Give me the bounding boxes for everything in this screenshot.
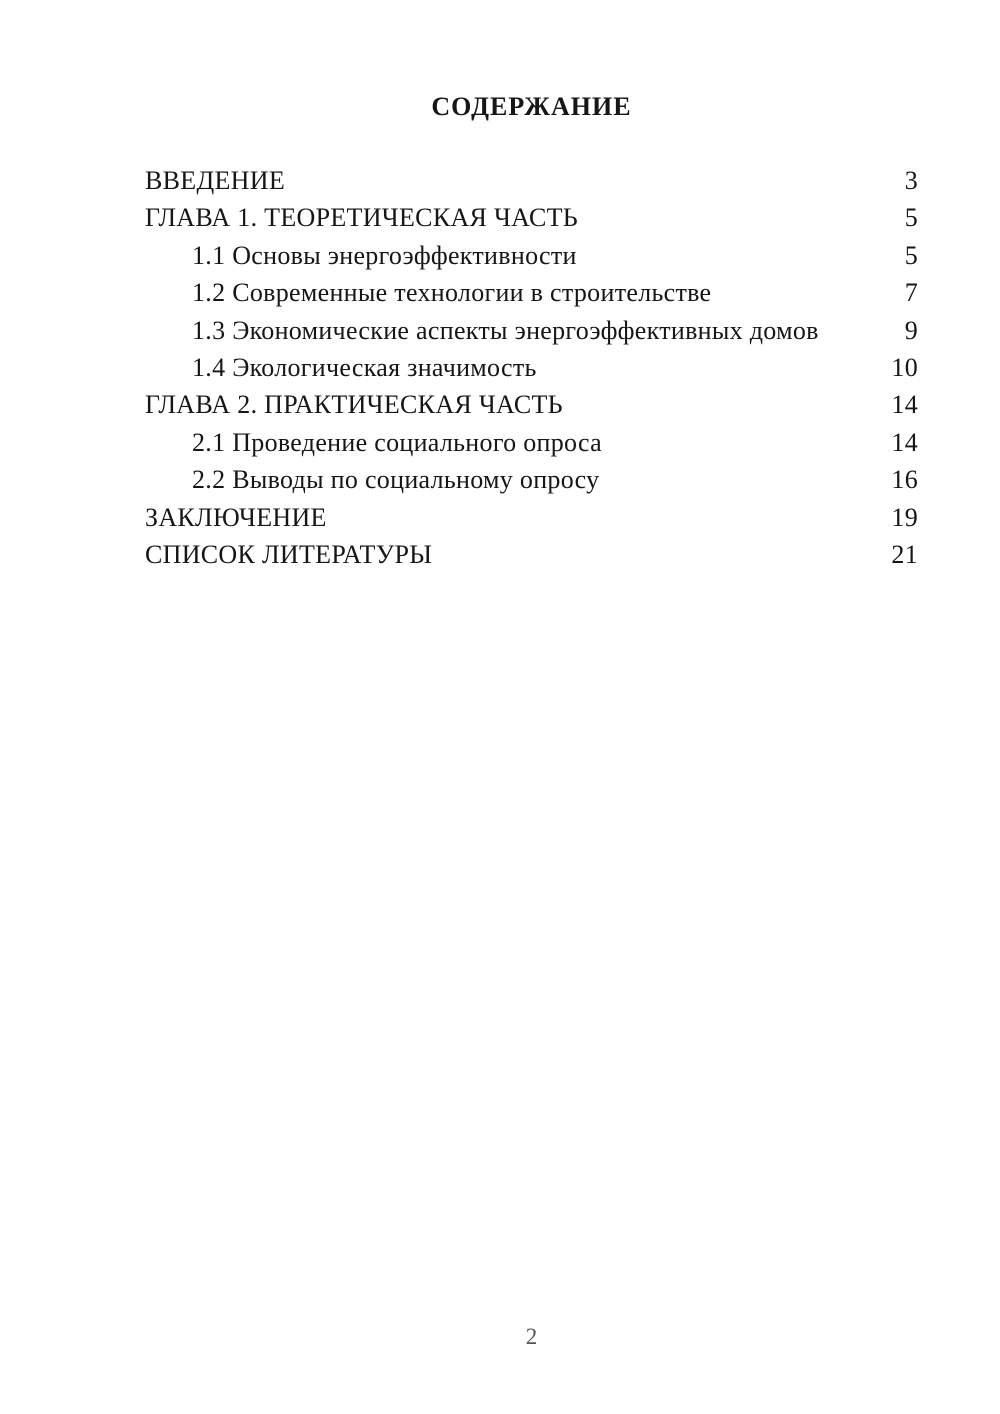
toc-entry	[145, 461, 918, 498]
toc-entry-page-number: 14	[891, 427, 918, 457]
toc-entry-page-number: 5	[904, 240, 918, 270]
toc-entry	[145, 162, 918, 199]
toc-entry-label: ВВЕДЕНИЕ	[145, 166, 286, 195]
toc-entry	[145, 237, 918, 274]
toc-entry-label: СПИСОК ЛИТЕРАТУРЫ	[145, 540, 433, 570]
toc-entry-page-number: 10	[891, 353, 918, 383]
toc-entry-page-number: 14	[891, 390, 918, 420]
toc-entry-page-number: 7	[904, 278, 918, 308]
toc-entry-label: 1.2 Современные технологии в строительстве	[192, 278, 712, 308]
toc-list	[145, 162, 918, 573]
toc-entry-label: 1.3 Экономические аспекты энергоэффективных домов	[192, 315, 819, 345]
toc-entry-label: ГЛАВА 1. ТЕОРЕТИЧЕСКАЯ ЧАСТЬ	[145, 203, 579, 233]
toc-entry-page-number: 3	[904, 166, 918, 195]
page-title: СОДЕРЖАНИЕ	[431, 92, 632, 121]
toc-entry-page-number: 21	[891, 540, 918, 570]
toc-entry	[145, 349, 918, 386]
toc-entry	[145, 536, 918, 573]
toc-entry-page-number: 19	[891, 502, 918, 532]
toc-entry	[145, 499, 918, 536]
toc-entry	[145, 274, 918, 311]
toc-entry-label: 1.1 Основы энергоэффективности	[192, 240, 577, 270]
toc-entry	[145, 424, 918, 461]
toc-entry-label: 2.2 Выводы по социальному опросу	[192, 465, 600, 495]
toc-entry-label: ЗАКЛЮЧЕНИЕ	[145, 502, 327, 532]
toc-entry-label: 2.1 Проведение социального опроса	[192, 427, 602, 457]
toc-entry-label: 1.4 Экологическая значимость	[192, 353, 537, 383]
toc-entry-page-number: 16	[891, 465, 918, 495]
toc-entry-label: ГЛАВА 2. ПРАКТИЧЕСКАЯ ЧАСТЬ	[145, 390, 563, 420]
toc-entry	[145, 312, 918, 349]
toc-entry-page-number: 5	[904, 203, 918, 233]
footer-page-number: 2	[525, 1324, 538, 1349]
toc-entry	[145, 386, 918, 423]
toc-entry	[145, 199, 918, 236]
toc-content	[145, 92, 918, 573]
toc-entry-page-number: 9	[904, 315, 918, 345]
